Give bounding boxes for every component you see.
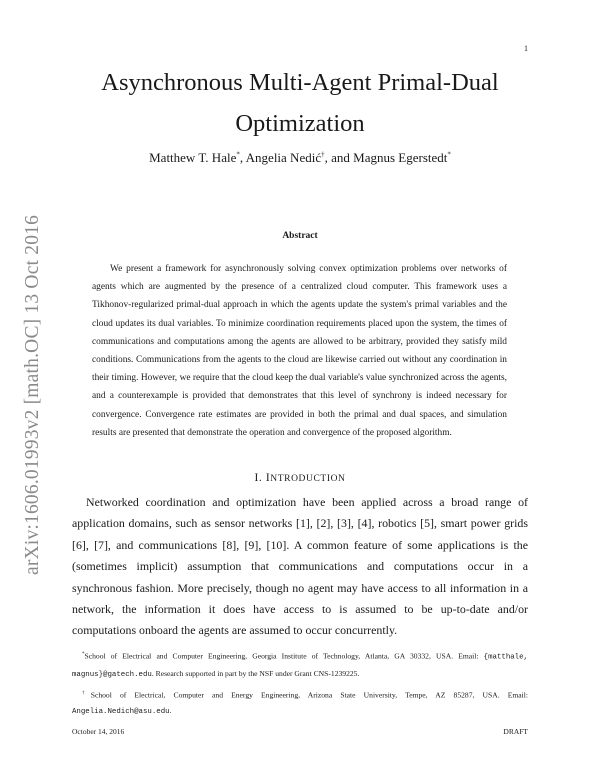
footnote-email[interactable]: Angelia.Nedich@asu.edu [72,707,170,716]
page-number: 1 [524,44,528,53]
section-title-smallcaps: NTRODUCTION [270,474,346,484]
author-hale: Matthew T. Hale [149,150,237,165]
section-number: I. I [254,472,271,484]
footnote-affiliation-asu: †School of Electrical, Computer and Energy Engineering, Arizona State University, Tempe, AZ 85287, USA. Email: Angelia.Nedich@asu.edu. [72,690,528,716]
paper-title: Asynchronous Multi-Agent Primal-Dual Optimization [101,69,499,137]
footer-date: October 14, 2016 [72,727,125,736]
author-list [60,150,540,166]
footnote-affiliation-gatech: *School of Electrical and Computer Engineering, Georgia Institute of Technology, Atlanta, GA 30332, USA. Email: {matthale, magnus}@gatech.edu. Research supported in part by the NSF under Grant CNS-1239225. [72,651,528,679]
footnotes [72,647,528,723]
author-egerstedt: Magnus Egerstedt [353,150,448,165]
footnote-email[interactable]: {matthale, magnus}@gatech.edu [72,653,528,679]
author-nedic: Angelia Nedić [245,150,322,165]
section-heading-introduction [0,472,600,484]
footer-draft-label: DRAFT [503,727,528,736]
footnote-mark: † [82,690,91,696]
author-affiliation-mark: † [321,150,325,159]
page-footer [72,727,528,736]
author-connector: , and [324,150,354,165]
footnote-mark: * [82,652,85,657]
author-separator: , [239,150,246,165]
abstract-heading: Abstract [282,231,318,241]
abstract-text: We present a framework for asynchronously solving convex optimization problems over networks of agents which are augmented by the presence of a centralized cloud computer. This framework uses a Tikhonov-regularized primal-dual approach in which the agents update the system's primal variables and the cloud updates its dual variables. To minimize coordination requirements placed upon the system, the times of communications and computations among the agents are allowed to be arbitrary, provided they satisfy mild conditions. Communications from the agents to the cloud are likewise carried out without any coordination in their timing. However, we require that the cloud keep the dual variable's value synchronized across the agents, and a counterexample is provided that demonstrates that this level of synchrony is indeed necessary for convergence. Convergence rate estimates are provided in both the primal and dual spaces, and simulation results are presented that demonstrate the operation and convergence of the proposed algorithm. [92,264,507,438]
introduction-paragraph: Networked coordination and optimization have been applied across a broad range of application domains, such as sensor networks [1], [2], [3], [4], robotics [5], smart power grids [6], [7], and communications [8], [9], [10]. A common feature of some applications is the (sometimes implicit) assumption that communications and computations occur in a synchronous fashion. More precisely, though no agent may have access to all information in a network, the information it does have access to is assumed to be up-to-date and/or computations onboard the agents are assumed to occur concurrently. [72,495,528,638]
author-affiliation-mark: * [447,150,451,159]
arxiv-identifier-stamp: arXiv:1606.01993v2 [math.OC] 13 Oct 2016 [22,214,43,575]
author-affiliation-mark: * [236,150,240,159]
